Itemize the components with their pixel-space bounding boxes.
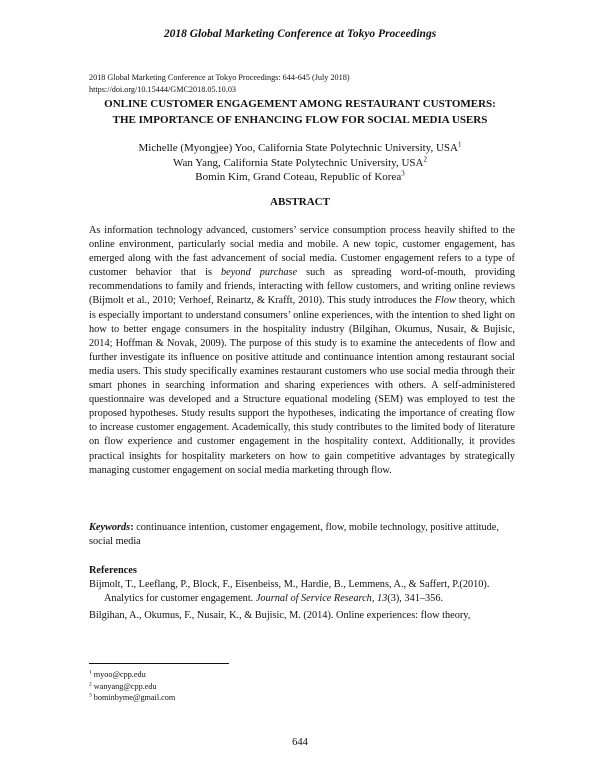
footnote-3-mark: 3 [89,692,92,699]
abstract-text-part-3: theory, which is especially important to understand consumers’ online experiences, with the intention to shed light on how to better engage consumers in the hospitality industry (Bilgihan, Okumus, Nusair, & Bujisic, 2014; Hoffman & Novak, 2009). The purpose of this study is to examine the antecedents of flow and further investigate its influence on positive attitude and continuance intention among restaurant social media users. This study specifically examines restaurant customers who use social media through their smart phones in searching information and sharing experiences with others. A self-administered questionnaire was developed and a Structure equational modeling (SEM) was employed to test the proposed hypotheses. Study results support the hypotheses, indicating the importance of creating flow to increase customer engagement. Academically, this study contributes to the limited body of literature on flow experience and customer engagement in the hospitality context. Additionally, it provides practical insights for hospitality marketers on how to gain competitive advantages by strategically managing customer engagement on social media marketing through flow. [89,295,515,476]
doi-link[interactable]: https://doi.org/10.15444/GMC2018.05.10.03 [89,85,237,94]
author-2-footnote-mark[interactable]: 2 [423,154,427,163]
title-line-1: ONLINE CUSTOMER ENGAGEMENT AMONG RESTAURANT CUSTOMERS: [104,98,496,110]
footnote-divider [89,663,229,664]
title-line-2: THE IMPORTANCE OF ENHANCING FLOW FOR SOCIAL MEDIA USERS [112,114,488,126]
abstract-body [89,224,515,478]
author-2-affiliation: Wan Yang, California State Polytechnic University, USA [173,156,424,169]
reference-item [89,578,515,606]
abstract-text-part-2: such as spreading word-of-mouth, providing recommendations to family and friends, interacting with fellow customers, and writing online reviews (Bijmolt et al., 2010; Verhoef, Reinartz, & Krafft, 2010). This study introduces the [89,267,515,307]
author-3-footnote-mark[interactable]: 3 [401,169,405,178]
author-2 [60,156,540,171]
author-1 [60,141,540,156]
running-header: 2018 Global Marketing Conference at Tokyo Proceedings [163,28,437,40]
footnote-3 [89,692,175,704]
footnote-2-email[interactable]: wanyang@cpp.edu [91,681,157,691]
footnotes [89,669,175,704]
abstract-emphasis-2: Flow [434,295,456,307]
footnote-1-email[interactable]: myoo@cpp.edu [91,670,146,679]
paper-title [60,96,540,128]
keywords-label: Keywords [89,522,131,533]
footnote-2 [89,681,175,693]
reference-item [89,609,515,623]
footnote-2-mark: 2 [89,680,92,687]
page-number: 644 [292,737,308,748]
references-heading: References [89,565,137,576]
citation-line: 2018 Global Marketing Conference at Tokyo Proceedings: 644-645 (July 2018) [89,73,350,82]
author-1-affiliation: Michelle (Myongjee) Yoo, California State Polytechnic University, USA [138,142,458,154]
abstract-heading: ABSTRACT [270,196,330,208]
reference-1-volume: (3), 341–356. [387,593,444,605]
abstract-emphasis-1: beyond purchase [221,267,298,279]
reference-2-text: Bilgihan, A., Okumus, F., Nusair, K., & Bujisic, M. (2014). Online experiences: flow theory, [89,610,471,622]
reference-1-text: Bijmolt, T., Leeflang, P., Block, F., Eisenbeiss, M., Hardie, B., Lemmens, A., & Saffert, P.(2010). Analytics for customer engagement. [89,579,490,605]
abstract-text-part-1: As information technology advanced, customers’ service consumption process heavily shifted to the online environment, particularly social media and mobile. A new topic, customer engagement, has emerged along with the fast advancement of social media. Customer engagement refers to a type of customer behavior that is [89,225,515,279]
footnote-1-mark: 1 [89,669,92,676]
author-3 [60,170,540,185]
citation-block [89,72,350,96]
references-list [89,578,515,626]
reference-1-journal: Journal of Service Research, 13 [255,593,388,605]
author-1-footnote-mark[interactable]: 1 [457,140,462,149]
author-3-affiliation: Bomin Kim, Grand Coteau, Republic of Korea [195,171,402,183]
author-list [60,141,540,185]
footnote-3-email[interactable]: bominbyme@gmail.com [91,693,176,703]
footnote-1 [89,669,175,681]
keywords-list: continuance intention, customer engagement, flow, mobile technology, positive attitude, social media [89,522,499,548]
keywords-section [89,521,515,549]
keywords-colon: : [130,522,134,533]
